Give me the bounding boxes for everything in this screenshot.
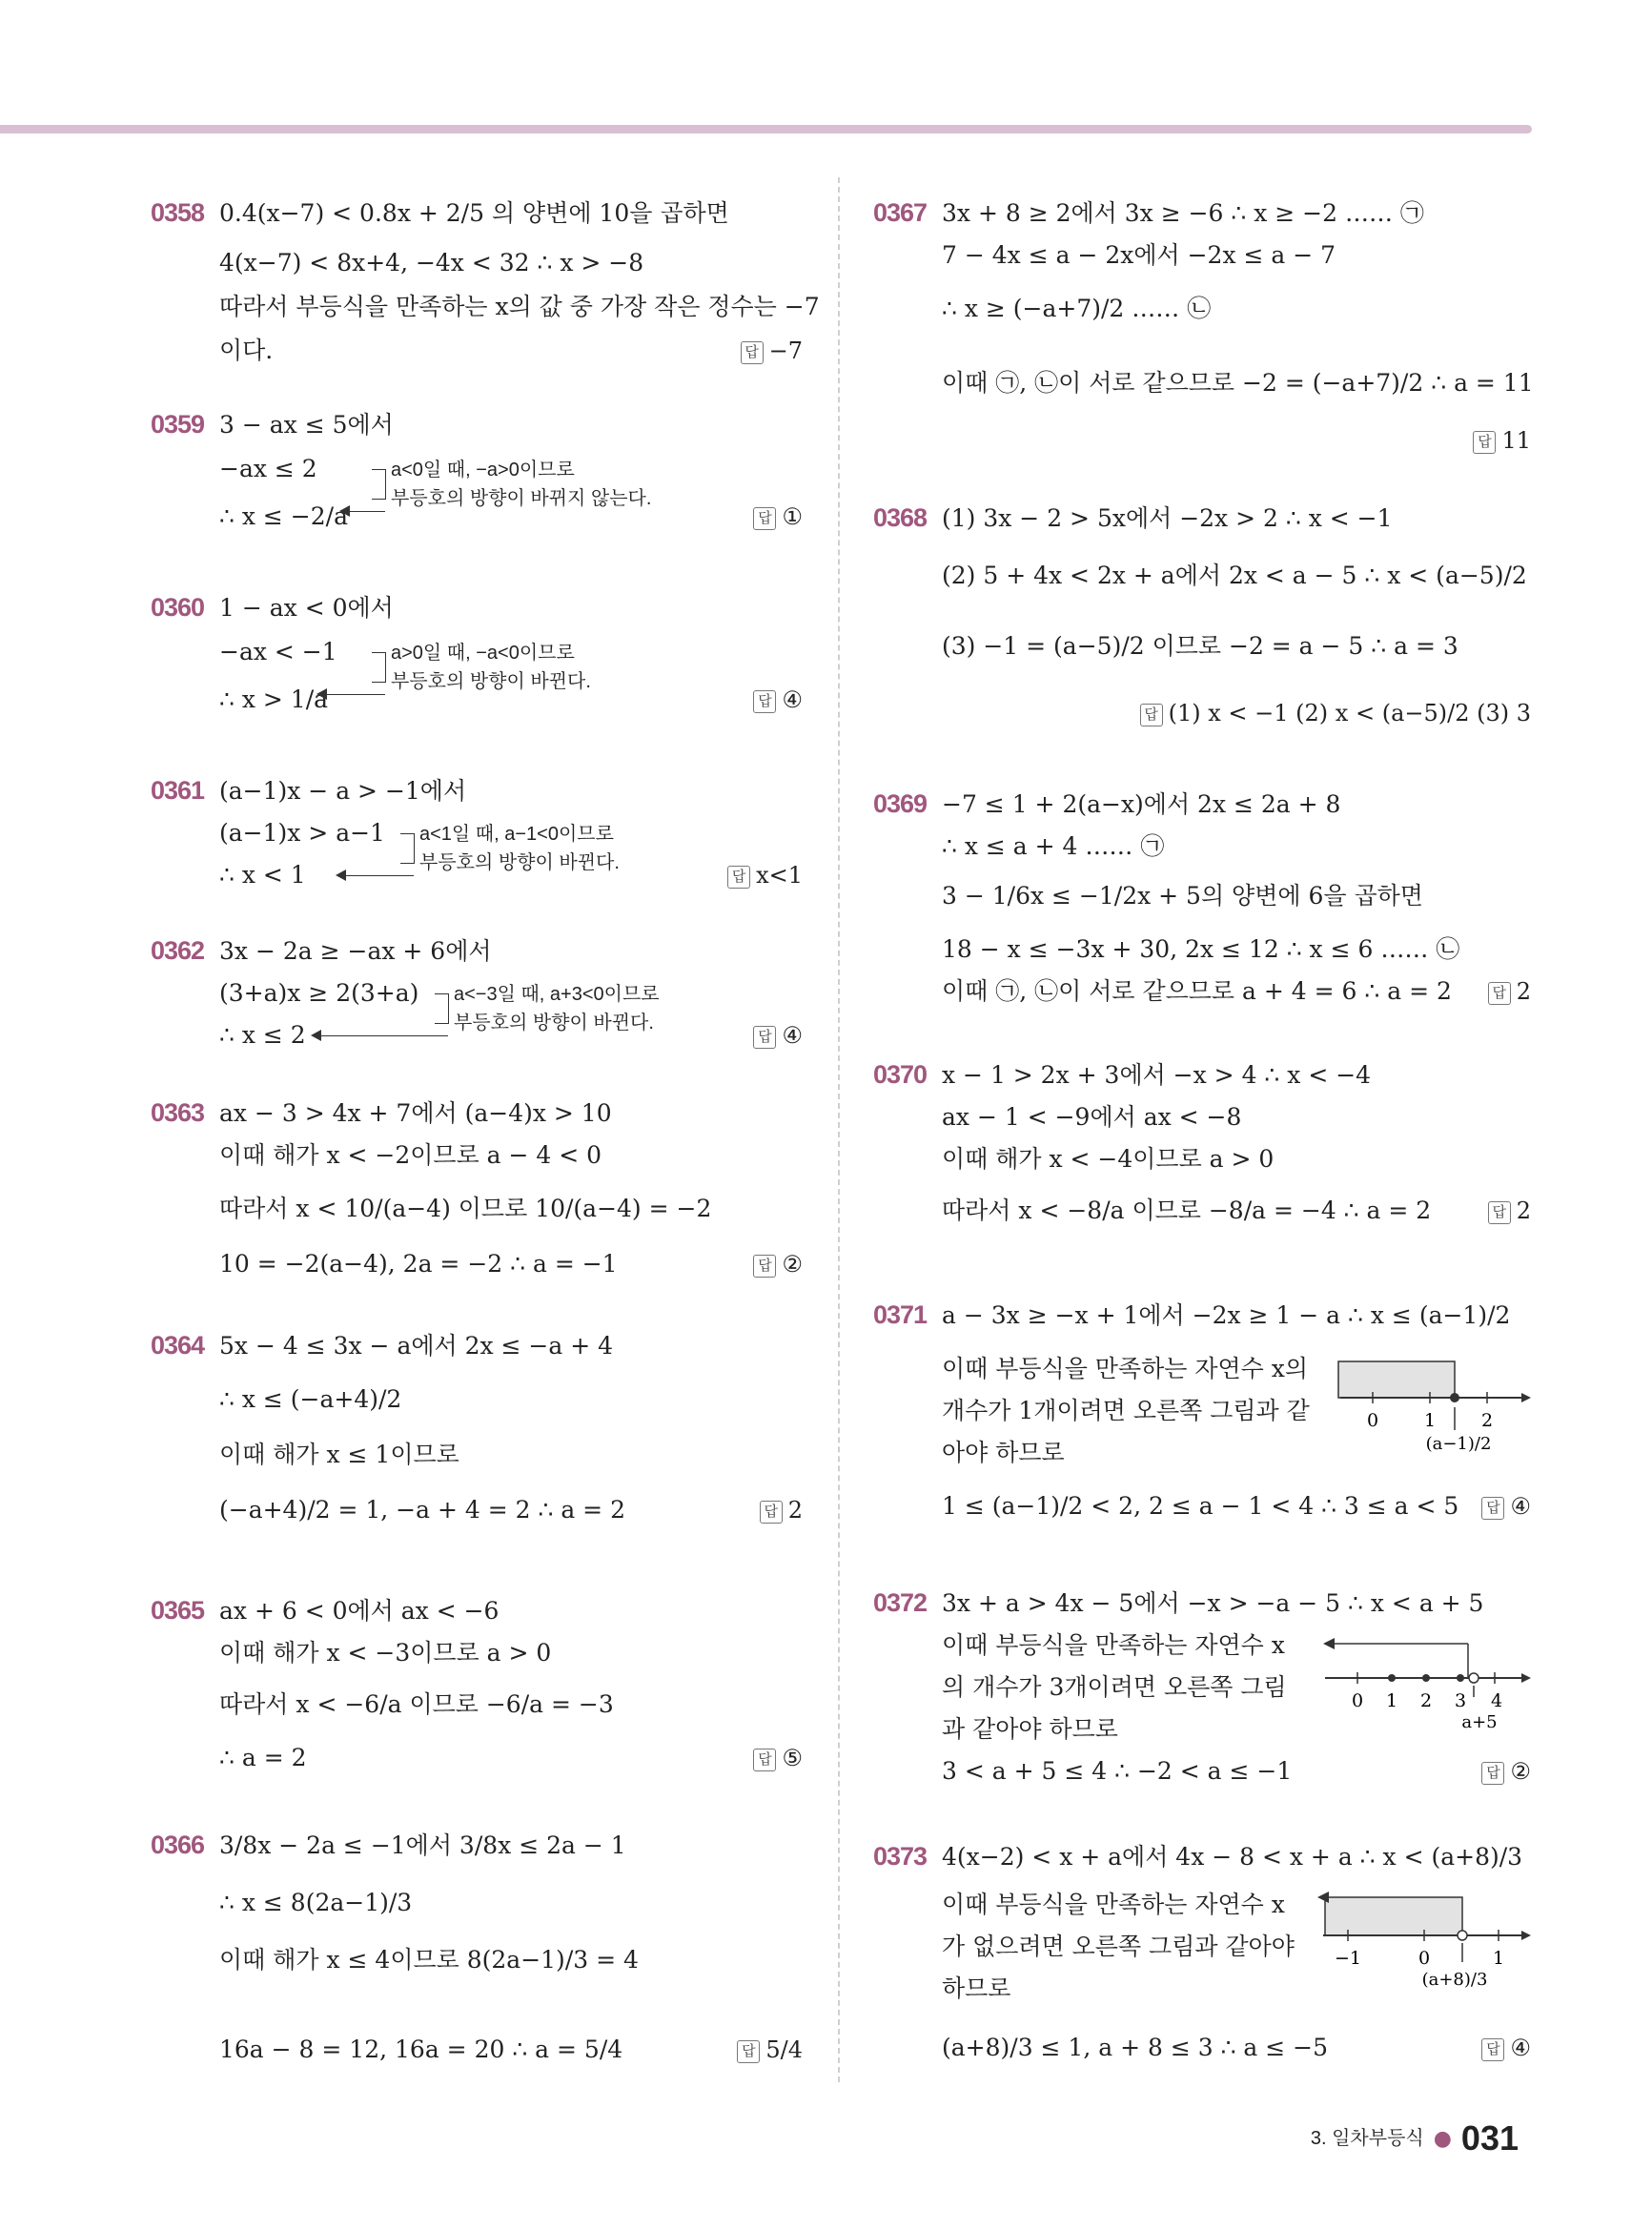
solution-line: 따라서 x < 10/(a−4) 이므로 10/(a−4) = −2	[219, 1195, 712, 1222]
number-line-figure	[1335, 1354, 1531, 1461]
solution-line: (1) 3x − 2 > 5x에서 −2x > 2 ∴ x < −1	[942, 504, 1393, 532]
tick-label: 2	[1480, 1410, 1494, 1431]
answer-label-icon: 답	[1481, 1497, 1504, 1520]
arrow-left-icon	[1317, 1892, 1329, 1903]
solution-line: 3 < a + 5 ≤ 4 ∴ −2 < a ≤ −1	[942, 1757, 1293, 1785]
tick-label: −1	[1334, 1948, 1362, 1969]
note-line: a<−3일 때, a+3<0이므로	[454, 984, 660, 1005]
boundary-point	[1450, 1393, 1459, 1402]
solution-line: 이때 부등식을 만족하는 자연수 x	[942, 1891, 1285, 1918]
note-bracket	[400, 833, 415, 864]
solution-line: 1 ≤ (a−1)/2 < 2, 2 ≤ a − 1 < 4 ∴ 3 ≤ a < 5	[942, 1492, 1459, 1520]
answer-value: ②	[1510, 1758, 1531, 1785]
solution-line: 3 − ax ≤ 5에서	[219, 411, 394, 439]
solution-line: (2) 5 + 4x < 2x + a에서 2x < a − 5 ∴ x < (a−5)/2	[942, 562, 1527, 589]
bullet-icon: ●	[1433, 2127, 1452, 2151]
boundary-label: (a+8)/3	[1421, 1970, 1488, 1990]
answer	[1488, 1196, 1531, 1226]
solution-line: −ax < −1	[219, 638, 337, 665]
boundary-label: (a−1)/2	[1425, 1434, 1492, 1454]
arrow-left-icon	[1323, 1638, 1335, 1649]
answer-value: ④	[1510, 2035, 1531, 2061]
answer-value: ②	[782, 1251, 803, 1278]
problem-number: 0358	[151, 198, 205, 227]
answer-label-icon: 답	[1481, 1762, 1504, 1785]
note-line: a>0일 때, −a<0이므로	[391, 643, 575, 664]
answer-label-icon: 답	[727, 866, 750, 889]
solution-line: (a−1)x − a > −1에서	[219, 777, 467, 805]
answer-value: ①	[782, 503, 803, 530]
solution-line: 따라서 x < −8/a 이므로 −8/a = −4 ∴ a = 2	[942, 1197, 1432, 1224]
solution-line: (3+a)x ≥ 2(3+a)	[219, 979, 419, 1007]
page-footer	[1311, 2118, 1519, 2158]
solution-line: 이때 해가 x ≤ 4이므로 8(2a−1)/3 = 4	[219, 1946, 639, 1974]
solution-line: 3x + a > 4x − 5에서 −x > −a − 5 ∴ x < a + 5	[942, 1589, 1484, 1617]
problem-number: 0363	[151, 1098, 205, 1127]
note-line: 부등호의 방향이 바뀐다.	[419, 852, 620, 873]
solution-line: 과 같아야 하므로	[942, 1715, 1118, 1743]
solution-line: 0.4(x−7) < 0.8x + 2/5 의 양변에 10을 곱하면	[219, 199, 729, 227]
answer-label-icon: 답	[753, 1026, 776, 1049]
solution-line: ∴ x ≤ −2/a	[219, 502, 348, 530]
solution-line: 4(x−7) < 8x+4, −4x < 32 ∴ x > −8	[219, 249, 644, 276]
solution-line: 1 − ax < 0에서	[219, 594, 394, 622]
answer	[1473, 425, 1531, 456]
answer-value: 2	[1516, 978, 1531, 1005]
answer-value: x<1	[756, 862, 803, 889]
note-line: a<0일 때, −a>0이므로	[391, 460, 575, 481]
arrow-left-icon	[313, 1035, 448, 1036]
solution-line: 5x − 4 ≤ 3x − a에서 2x ≤ −a + 4	[219, 1332, 614, 1360]
problem-number: 0368	[873, 503, 928, 532]
arrow-left-icon	[318, 694, 385, 695]
problem-number: 0371	[873, 1300, 928, 1329]
note-bracket	[435, 993, 449, 1024]
answer	[1140, 698, 1531, 728]
solution-line: ∴ x < 1	[219, 861, 306, 889]
solution-line: 이때 부등식을 만족하는 자연수 x	[942, 1631, 1285, 1659]
answer-label-icon: 답	[760, 1501, 783, 1524]
solution-line: 3/8x − 2a ≤ −1에서 3/8x ≤ 2a − 1	[219, 1831, 626, 1859]
solution-line: ax + 6 < 0에서 ax < −6	[219, 1597, 500, 1625]
solution-line: 4(x−2) < x + a에서 4x − 8 < x + a ∴ x < (a+8)/3	[942, 1843, 1523, 1871]
answer-value: (1) x < −1 (2) x < (a−5)/2 (3) 3	[1168, 700, 1531, 726]
solution-line: 16a − 8 = 12, 16a = 20 ∴ a = 5/4	[219, 2036, 623, 2063]
answer-value: 2	[787, 1497, 803, 1524]
arrow-left-icon	[341, 511, 385, 512]
answer-value: 11	[1501, 427, 1531, 454]
note-line: 부등호의 방향이 바뀌지 않는다.	[391, 488, 652, 509]
arrow-right-icon	[1521, 1393, 1531, 1402]
note-bracket	[372, 652, 386, 683]
answer-label-icon: 답	[741, 341, 764, 364]
answer	[1481, 2033, 1531, 2063]
tick-label: 2	[1419, 1690, 1433, 1711]
answer-label-icon: 답	[1481, 2038, 1504, 2061]
tick-label: 0	[1417, 1948, 1431, 1969]
answer	[1488, 976, 1531, 1007]
answer	[727, 860, 803, 890]
tick-label: 4	[1490, 1690, 1503, 1711]
answer	[1481, 1491, 1531, 1522]
solution-line: 이때 ㉠, ㉡이 서로 같으므로 −2 = (−a+7)/2 ∴ a = 11	[942, 369, 1534, 397]
problem-number: 0359	[151, 410, 205, 439]
solution-line: ∴ x ≤ 8(2a−1)/3	[219, 1889, 413, 1916]
solution-line: (−a+4)/2 = 1, −a + 4 = 2 ∴ a = 2	[219, 1496, 625, 1524]
answer-label-icon: 답	[1488, 982, 1511, 1005]
note-line: a<1일 때, a−1<0이므로	[419, 824, 614, 845]
solution-line: ∴ x > 1/a	[219, 685, 329, 713]
page-number: 031	[1460, 2118, 1519, 2158]
answer	[753, 1743, 803, 1773]
problem-number: 0362	[151, 936, 205, 965]
note-line: 부등호의 방향이 바뀐다.	[391, 671, 591, 692]
solution-line: (a+8)/3 ≤ 1, a + 8 ≤ 3 ∴ a ≤ −5	[942, 2034, 1329, 2061]
solution-line: ∴ x ≤ a + 4 …… ㉠	[942, 832, 1165, 860]
answer-value: ④	[782, 1022, 803, 1049]
solution-line: 이때 해가 x < −3이므로 a > 0	[219, 1639, 552, 1667]
answer-value: 2	[1516, 1197, 1531, 1224]
answer-label-icon: 답	[753, 507, 776, 530]
answer-value: ⑤	[782, 1745, 803, 1771]
number-line-figure	[1321, 1630, 1531, 1735]
note-line: 부등호의 방향이 바뀐다.	[454, 1013, 654, 1033]
answer-label-icon: 답	[753, 1749, 776, 1771]
arrow-right-icon	[1521, 1931, 1531, 1940]
answer	[753, 1249, 803, 1279]
problem-number: 0370	[873, 1060, 928, 1089]
solution-line: 이다.	[219, 337, 274, 364]
solution-line: −7 ≤ 1 + 2(a−x)에서 2x ≤ 2a + 8	[942, 790, 1341, 818]
solution-line: a − 3x ≥ −x + 1에서 −2x ≥ 1 − a ∴ x ≤ (a−1)/2	[942, 1301, 1511, 1329]
answer-label-icon: 답	[1140, 704, 1163, 726]
solution-line: ax − 1 < −9에서 ax < −8	[942, 1103, 1242, 1131]
solution-line: ∴ a = 2	[219, 1744, 307, 1771]
problem-number: 0360	[151, 593, 205, 622]
problem-number: 0367	[873, 198, 928, 227]
solution-line: ∴ x ≤ (−a+4)/2	[219, 1385, 402, 1413]
solution-line: 이때 해가 x < −2이므로 a − 4 < 0	[219, 1141, 602, 1169]
problem-number: 0364	[151, 1331, 205, 1360]
tick-label: 1	[1385, 1690, 1398, 1711]
answer-label-icon: 답	[753, 690, 776, 713]
answer	[741, 336, 803, 366]
solution-line: x − 1 > 2x + 3에서 −x > 4 ∴ x < −4	[942, 1061, 1372, 1089]
solution-line: 10 = −2(a−4), 2a = −2 ∴ a = −1	[219, 1250, 618, 1278]
tick-label: 1	[1492, 1948, 1505, 1969]
tick-label: 3	[1454, 1690, 1467, 1711]
chapter-title: 3. 일차부등식	[1310, 2128, 1424, 2149]
problem-number: 0361	[151, 776, 205, 805]
solution-line: 아야 하므로	[942, 1439, 1065, 1466]
problem-number: 0373	[873, 1842, 928, 1871]
boundary-point	[1458, 1931, 1467, 1940]
solution-line: 이때 해가 x < −4이므로 a > 0	[942, 1145, 1275, 1173]
answer	[753, 1020, 803, 1051]
answer-value: 5/4	[765, 2036, 803, 2063]
solution-line: (a−1)x > a−1	[219, 819, 385, 847]
answer-value: ④	[782, 686, 803, 713]
boundary-label: a+5	[1461, 1712, 1498, 1732]
solution-line: 따라서 x < −6/a 이므로 −6/a = −3	[219, 1690, 614, 1718]
solution-line: 3 − 1/6x ≤ −1/2x + 5의 양변에 6을 곱하면	[942, 882, 1423, 910]
solution-line: ax − 3 > 4x + 7에서 (a−4)x > 10	[219, 1099, 612, 1127]
tick-label: 0	[1351, 1690, 1364, 1711]
solution-line: (3) −1 = (a−5)/2 이므로 −2 = a − 5 ∴ a = 3	[942, 632, 1458, 660]
solution-region	[1325, 1897, 1462, 1935]
answer-value: ④	[1510, 1493, 1531, 1520]
solution-line: 3x + 8 ≥ 2에서 3x ≥ −6 ∴ x ≥ −2 …… ㉠	[942, 199, 1424, 227]
solution-line: −ax ≤ 2	[219, 455, 317, 482]
solution-line: ∴ x ≤ 2	[219, 1021, 306, 1049]
answer-label-icon: 답	[1473, 431, 1496, 454]
tick-label: 1	[1423, 1410, 1437, 1431]
solution-line: 가 없으려면 오른쪽 그림과 같아야	[942, 1933, 1295, 1960]
tick-label: 0	[1366, 1410, 1379, 1431]
answer	[753, 501, 803, 532]
answer-label-icon: 답	[737, 2040, 760, 2063]
solution-region	[1338, 1361, 1455, 1398]
arrow-left-icon	[337, 875, 414, 876]
solution-line: 의 개수가 3개이려면 오른쪽 그림	[942, 1673, 1287, 1701]
arrow-right-icon	[1521, 1673, 1531, 1683]
solution-line: 개수가 1개이려면 오른쪽 그림과 같	[942, 1397, 1310, 1424]
answer-value: −7	[768, 338, 803, 364]
problem-number: 0372	[873, 1588, 928, 1617]
solution-line: 이때 부등식을 만족하는 자연수 x의	[942, 1355, 1308, 1382]
solution-line: 따라서 부등식을 만족하는 x의 값 중 가장 작은 정수는 −7	[219, 293, 820, 320]
solution-line: 이때 해가 x ≤ 1이므로	[219, 1441, 459, 1468]
answer	[737, 2035, 803, 2065]
solution-line: 18 − x ≤ −3x + 30, 2x ≤ 12 ∴ x ≤ 6 …… ㉡	[942, 935, 1460, 963]
solution-line: 3x − 2a ≥ −ax + 6에서	[219, 937, 492, 965]
number-line-figure	[1317, 1890, 1531, 1996]
answer-label-icon: 답	[1488, 1201, 1511, 1224]
problem-number: 0365	[151, 1596, 205, 1625]
problem-number: 0369	[873, 789, 928, 818]
header-rule	[0, 125, 1532, 133]
answer	[753, 685, 803, 715]
solution-line: 7 − 4x ≤ a − 2x에서 −2x ≤ a − 7	[942, 241, 1336, 269]
solution-line: 하므로	[942, 1974, 1011, 2002]
answer	[760, 1495, 803, 1525]
column-divider	[838, 177, 840, 2082]
note-bracket	[372, 469, 386, 500]
problem-number: 0366	[151, 1831, 205, 1859]
answer	[1481, 1756, 1531, 1787]
solution-line: 이때 ㉠, ㉡이 서로 같으므로 a + 4 = 6 ∴ a = 2	[942, 977, 1452, 1005]
solution-line: ∴ x ≥ (−a+7)/2 …… ㉡	[942, 295, 1212, 322]
answer-label-icon: 답	[753, 1255, 776, 1278]
boundary-point	[1469, 1673, 1479, 1683]
